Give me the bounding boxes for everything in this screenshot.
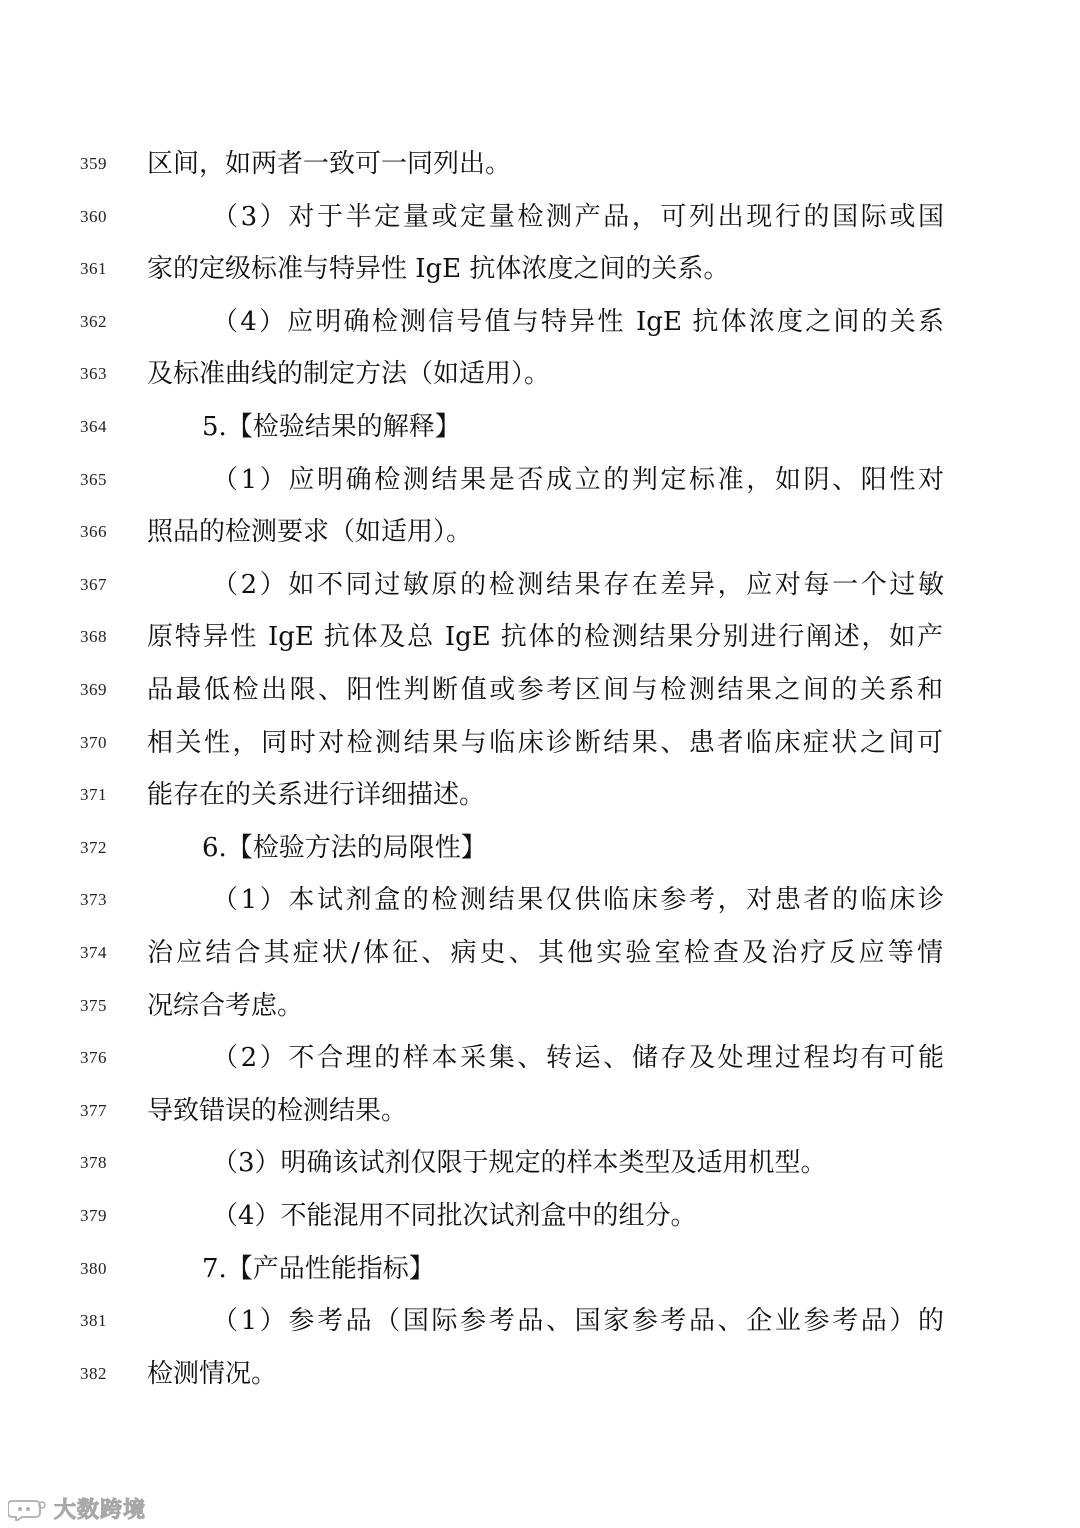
line-text: （4）应明确检测信号值与特异性 IgE 抗体浓度之间的关系 — [212, 306, 944, 337]
line-number: 365 — [80, 469, 107, 489]
line-number: 359 — [80, 154, 107, 173]
document-line — [0, 1032, 1080, 1084]
line-text: 品最低检出限、阳性判断值或参考区间与检测结果之间的关系和 — [147, 675, 943, 705]
line-number: 360 — [80, 206, 107, 226]
document-line — [0, 191, 1080, 243]
line-number: 370 — [80, 732, 107, 752]
document-line — [0, 348, 1080, 400]
section-heading: 7.【产品性能指标】 — [202, 1253, 435, 1284]
document-line — [0, 717, 1080, 769]
line-number: 367 — [80, 574, 107, 594]
line-text: 家的定级标准与特异性 IgE 抗体浓度之间的关系。 — [147, 254, 730, 285]
line-text: 况综合考虑。 — [147, 990, 304, 1021]
line-number: 381 — [80, 1311, 107, 1331]
line-number: 378 — [80, 1153, 107, 1173]
line-number: 376 — [80, 1048, 107, 1068]
watermark-text: 大数跨境 — [54, 1498, 147, 1523]
line-text: 区间，如两者一致可一同列出。 — [147, 149, 512, 179]
section-heading: 5.【检验结果的解释】 — [202, 412, 461, 442]
document-line — [0, 874, 1080, 926]
line-text: （1）参考品（国际参考品、国家参考品、企业参考品）的 — [212, 1306, 944, 1337]
line-text: 能存在的关系进行详细描述。 — [147, 780, 486, 811]
line-number: 377 — [80, 1100, 107, 1120]
line-number: 379 — [80, 1206, 107, 1225]
document-line — [0, 769, 1080, 821]
document-line — [0, 1295, 1080, 1347]
document-line — [0, 1243, 1080, 1295]
line-text: （1）应明确检测结果是否成立的判定标准，如阴、阳性对 — [212, 464, 944, 495]
line-number: 361 — [80, 259, 107, 279]
line-number: 368 — [80, 627, 107, 647]
document-line — [0, 454, 1080, 506]
line-text: （2）如不同过敏原的检测结果存在差异，应对每一个过敏 — [212, 569, 944, 600]
line-text: 治应结合其症状/体征、病史、其他实验室检查及治疗反应等情 — [147, 938, 943, 968]
line-text: （3）对于半定量或定量检测产品，可列出现行的国际或国 — [212, 201, 944, 232]
line-number: 364 — [80, 417, 107, 436]
document-line — [0, 1137, 1080, 1189]
line-text: 及标准曲线的制定方法（如适用）。 — [147, 359, 551, 390]
line-number: 369 — [80, 680, 107, 699]
document-line — [0, 401, 1080, 453]
document-line — [0, 296, 1080, 348]
line-number: 373 — [80, 890, 107, 910]
line-number: 371 — [80, 785, 107, 805]
line-number: 375 — [80, 995, 107, 1015]
document-line — [0, 1190, 1080, 1242]
line-text: 导致错误的检测结果。 — [147, 1095, 408, 1126]
line-number: 380 — [80, 1258, 107, 1278]
document-line — [0, 822, 1080, 874]
document-line — [0, 980, 1080, 1032]
document-line — [0, 243, 1080, 295]
document-line — [0, 1348, 1080, 1400]
document-line — [0, 664, 1080, 716]
line-number: 362 — [80, 311, 107, 331]
line-text: （3）明确该试剂仅限于规定的样本类型及适用机型。 — [212, 1148, 827, 1179]
line-text: （1）本试剂盒的检测结果仅供临床参考，对患者的临床诊 — [212, 885, 944, 916]
document-line — [0, 927, 1080, 979]
document-line — [0, 1085, 1080, 1137]
line-number: 363 — [80, 364, 107, 384]
watermark — [8, 1493, 146, 1524]
line-text: 原特异性 IgE 抗体及总 IgE 抗体的检测结果分别进行阐述，如产 — [147, 622, 943, 653]
line-text: （2）不合理的样本采集、转运、储存及处理过程均有可能 — [212, 1043, 944, 1074]
line-number: 374 — [80, 943, 107, 962]
line-text: 检测情况。 — [147, 1358, 278, 1389]
line-text: （4）不能混用不同批次试剂盒中的组分。 — [212, 1201, 697, 1231]
line-number: 366 — [80, 522, 107, 542]
document-line — [0, 506, 1080, 558]
document-line — [0, 611, 1080, 663]
line-text: 照品的检测要求（如适用）。 — [147, 517, 473, 548]
document-line — [0, 138, 1080, 190]
speech-bubble-logo-icon — [8, 1497, 48, 1521]
line-text: 相关性，同时对检测结果与临床诊断结果、患者临床症状之间可 — [147, 727, 943, 758]
line-number: 372 — [80, 837, 107, 857]
section-heading: 6.【检验方法的局限性】 — [202, 832, 487, 863]
line-number: 382 — [80, 1363, 107, 1383]
document-line — [0, 559, 1080, 611]
